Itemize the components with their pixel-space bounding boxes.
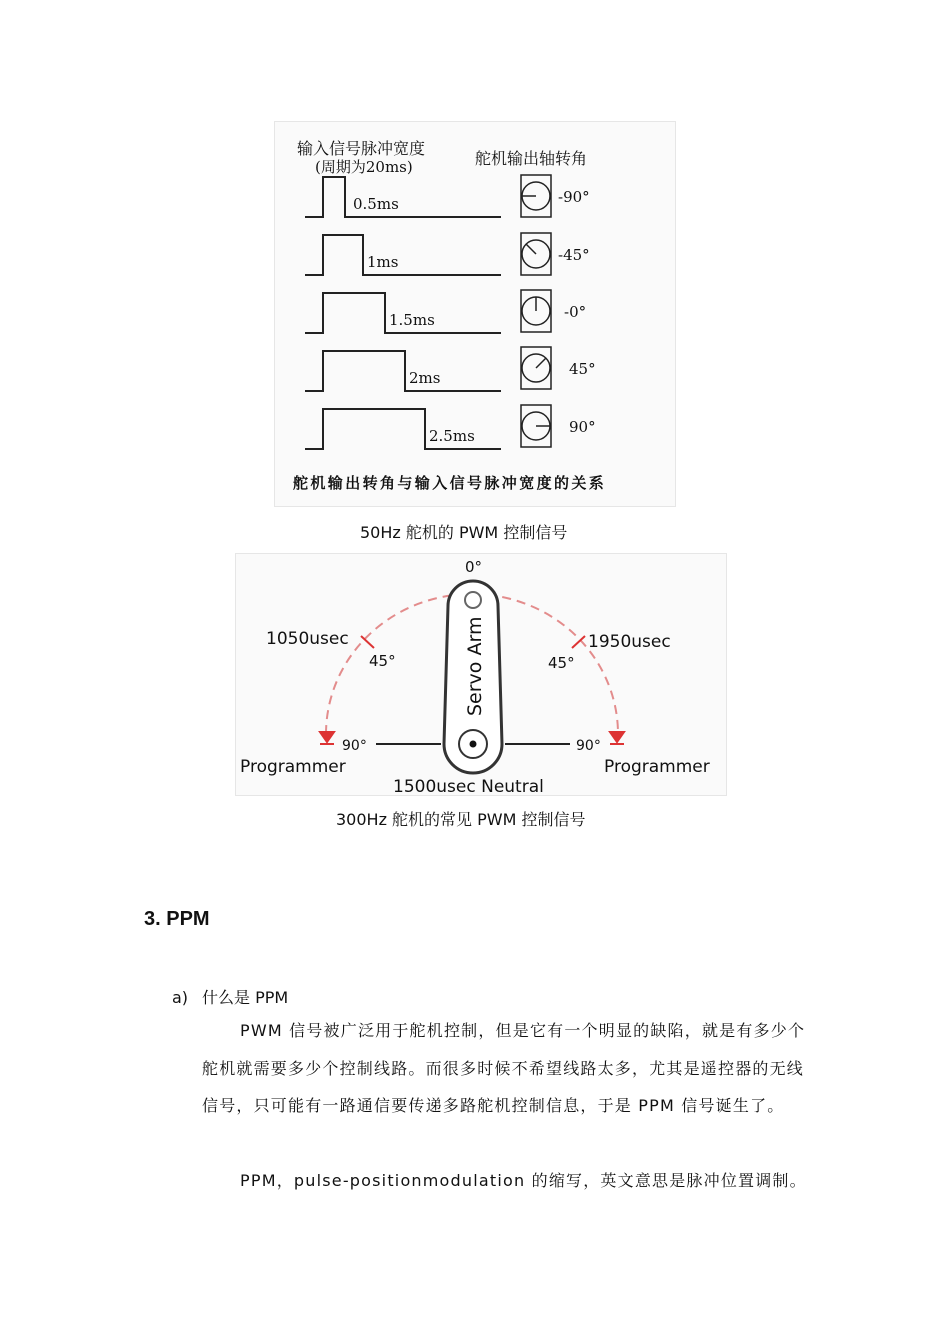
pulse-width-label-2: 1ms [367, 253, 399, 271]
pulse-width-label-1: 0.5ms [353, 195, 399, 213]
servo-dial-icon-5 [521, 405, 551, 447]
left-90-marker-icon [320, 732, 334, 744]
section-heading: 3. PPM [144, 908, 210, 930]
pulse-width-label-5: 2.5ms [429, 427, 475, 445]
pulse-width-label-3: 1.5ms [389, 311, 435, 329]
right-45-label: 45° [548, 654, 575, 672]
pwm-pulse-diagram [275, 122, 677, 508]
subsection-heading [172, 985, 288, 1008]
figure1-bottom-caption: 舵机输出转角与输入信号脉冲宽度的关系 [293, 474, 607, 492]
servo-arm-diagram [236, 554, 728, 797]
pwm-pulse-figure [274, 121, 676, 507]
servo-arm-figure [235, 553, 727, 796]
angle-label-1: -90° [558, 188, 590, 206]
arm-label: Servo Arm [464, 616, 486, 716]
left-45-label: 45° [369, 652, 396, 670]
subsection-label: a) [172, 988, 189, 1007]
neutral-label: 1500usec Neutral [393, 777, 544, 797]
right-usec-label: 1950usec [588, 632, 671, 652]
paragraph-ppm-definition: PPM，pulse-positionmodulation 的缩写，英文意思是脉冲位置调制。 [240, 1171, 807, 1190]
paragraph-ppm-intro: PWM 信号被广泛用于舵机控制，但是它有一个明显的缺陷，就是有多少个舵机就需要多少个控制线路。而很多时候不希望线路太多，尤其是遥控器的无线信号，只可能有一路通信要传递多路舵机控制信息，于是 PPM 信号诞生了。 [202, 1021, 806, 1115]
pulse-waveform-2 [305, 235, 501, 275]
right-90-marker-icon [610, 732, 624, 744]
arm-pivot-center [470, 741, 477, 748]
pulse-width-label-4: 2ms [409, 369, 441, 387]
subsection-title: 什么是 PPM [202, 988, 289, 1007]
left-title: 输入信号脉冲宽度 [297, 139, 426, 158]
right-90-label: 90° [576, 738, 601, 754]
left-usec-label: 1050usec [266, 629, 349, 649]
servo-dial-icon-3 [521, 290, 551, 332]
angle-label-5: 90° [569, 418, 596, 436]
servo-dial-icon-4 [521, 347, 551, 389]
figure2-caption: 300Hz 舵机的常见 PWM 控制信号 [336, 810, 586, 829]
left-programmer-label: Programmer [240, 757, 346, 777]
servo-dial-icon-1 [521, 175, 551, 217]
right-title: 舵机输出轴转角 [475, 149, 588, 168]
pulse-waveform-4 [305, 351, 501, 391]
figure1-caption: 50Hz 舵机的 PWM 控制信号 [360, 523, 568, 542]
angle-label-2: -45° [558, 246, 590, 264]
angle-label-3: -0° [564, 303, 587, 321]
top-angle-label: 0° [465, 558, 483, 576]
left-subtitle: (周期为20ms) [315, 158, 413, 176]
servo-dial-icon-2 [521, 233, 551, 275]
left-90-label: 90° [342, 738, 367, 754]
left-45-tick [361, 636, 374, 648]
pulse-waveform-1 [305, 177, 501, 217]
angle-label-4: 45° [569, 360, 596, 378]
right-programmer-label: Programmer [604, 757, 710, 777]
